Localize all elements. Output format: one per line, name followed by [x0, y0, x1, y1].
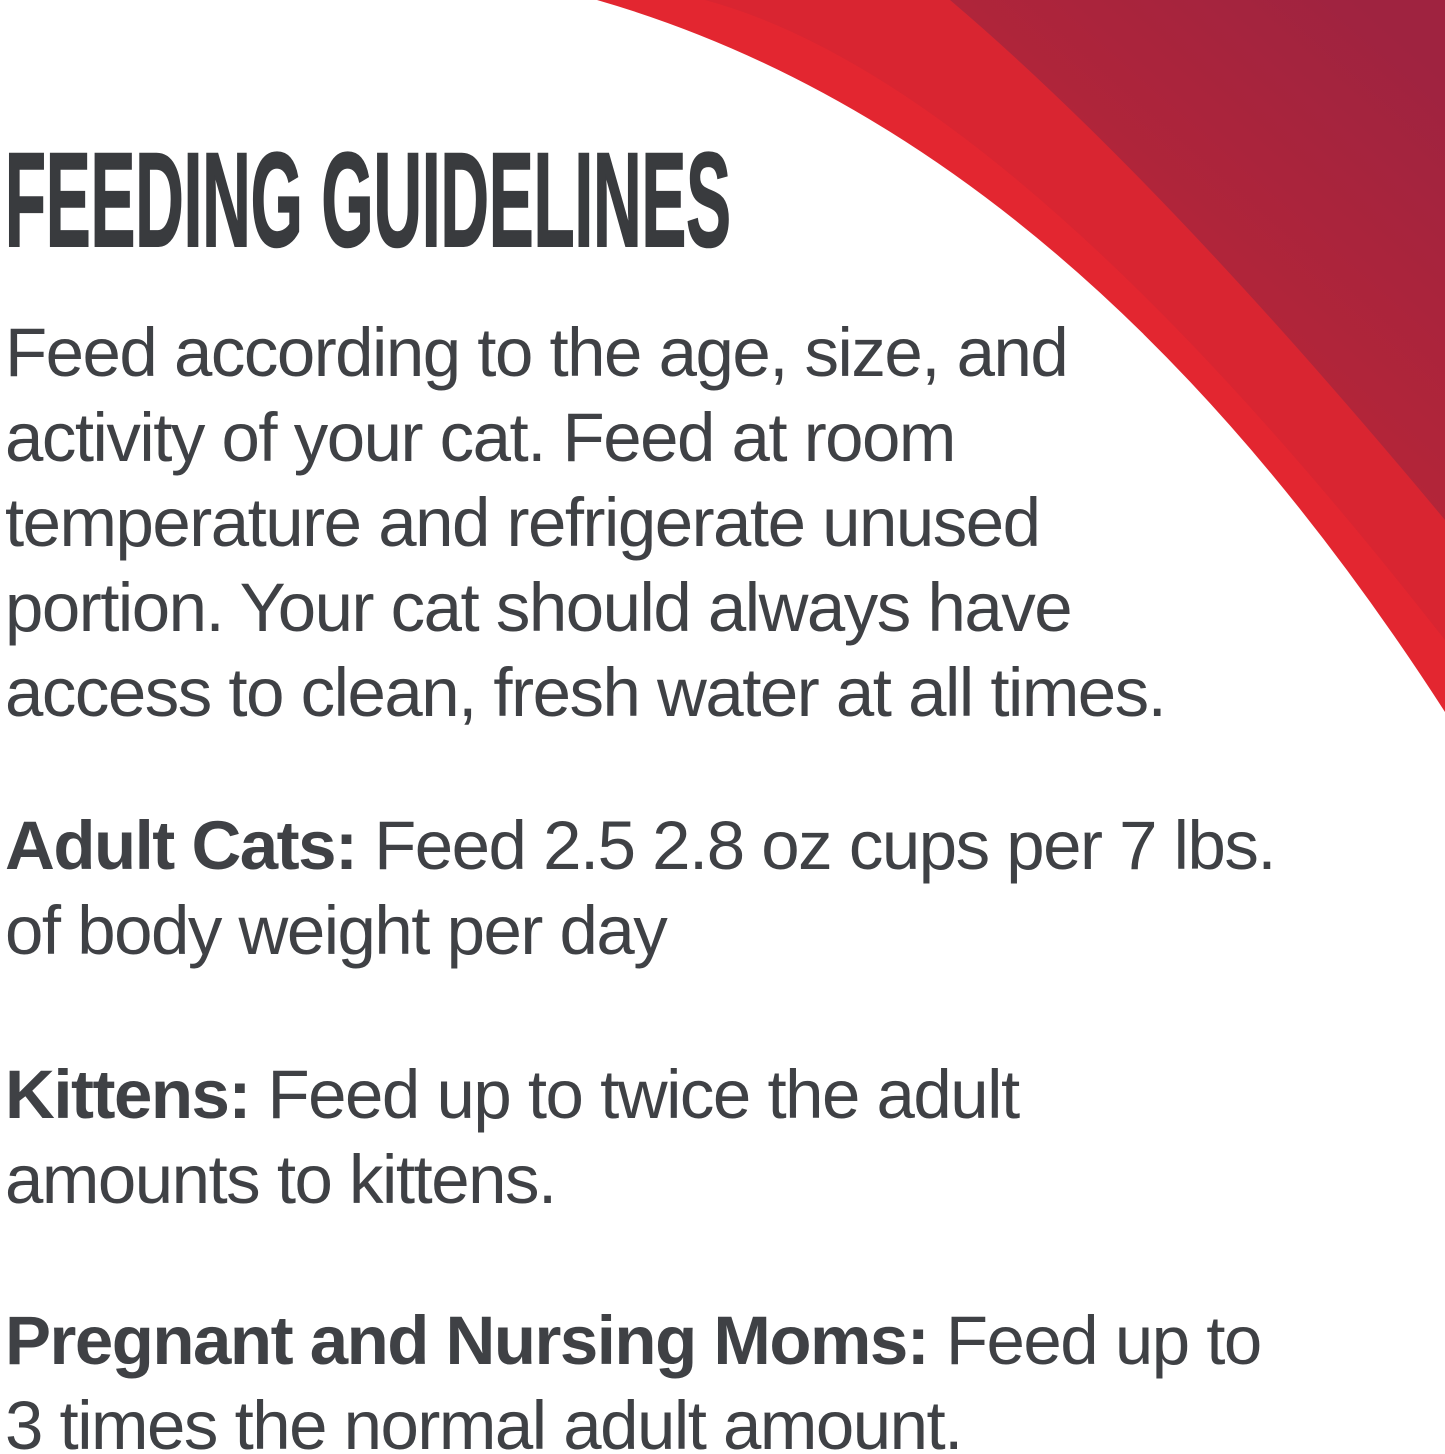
pregnant-nursing-label: Pregnant and Nursing Moms:	[5, 1302, 929, 1379]
kittens-section	[5, 1052, 1019, 1222]
kittens-text: Feed up to twice the adult	[249, 1056, 1019, 1133]
adult-cats-line-1	[5, 803, 1275, 888]
adult-cats-line-2: of body weight per day	[5, 892, 667, 969]
adult-cats-label: Adult Cats:	[5, 807, 357, 884]
intro-paragraph	[5, 310, 1165, 735]
kittens-line-2: amounts to kittens.	[5, 1141, 556, 1218]
intro-line: access to clean, fresh water at all times.	[5, 654, 1166, 731]
kittens-line-1	[5, 1052, 1019, 1137]
kittens-label: Kittens:	[5, 1056, 250, 1133]
pregnant-nursing-section	[5, 1298, 1261, 1454]
pregnant-nursing-line-1	[5, 1298, 1261, 1383]
page-title: FEEDING GUIDELINES	[5, 126, 731, 275]
pregnant-nursing-text: Feed up to	[928, 1302, 1261, 1379]
intro-line: temperature and refrigerate unused	[5, 484, 1040, 561]
intro-line: activity of your cat. Feed at room	[5, 399, 955, 476]
pregnant-nursing-line-2: 3 times the normal adult amount.	[5, 1387, 962, 1454]
intro-line: Feed according to the age, size, and	[5, 314, 1068, 391]
adult-cats-text: Feed 2.5 2.8 oz cups per 7 lbs.	[356, 807, 1276, 884]
intro-line: portion. Your cat should always have	[5, 569, 1072, 646]
adult-cats-section	[5, 803, 1275, 973]
